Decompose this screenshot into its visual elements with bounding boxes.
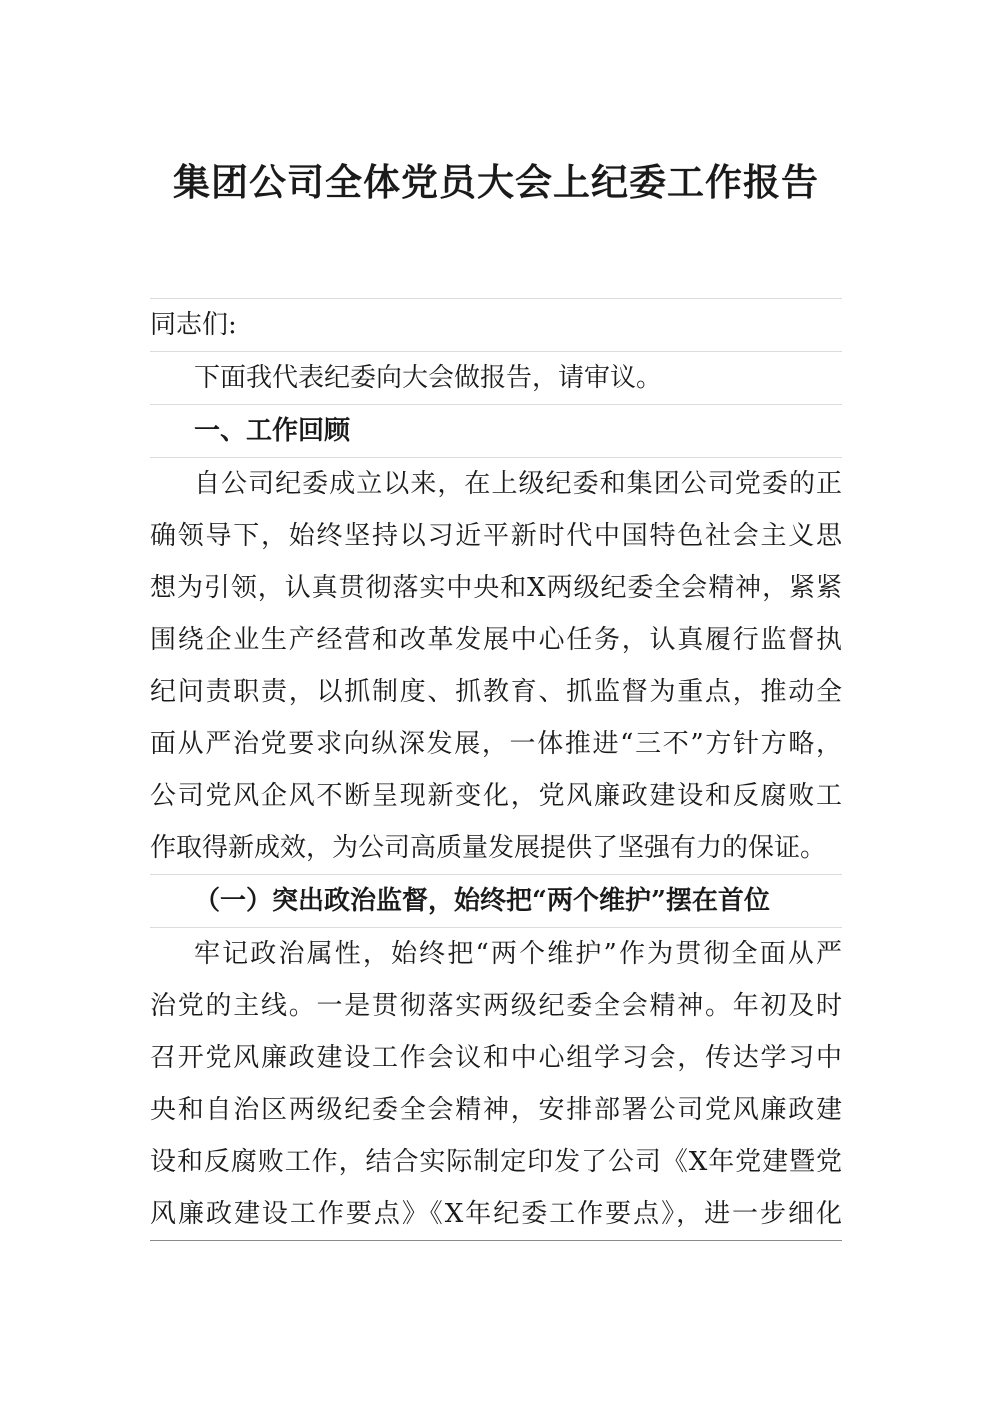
paragraph-line: 牢记政治属性，始终把“两个维护”作为贯彻全面从严: [194, 939, 842, 969]
intro-line: 下面我代表纪委向大会做报告，请审议。: [194, 363, 663, 393]
paragraph-line: 围绕企业生产经营和改革发展中心任务，认真履行监督执: [150, 625, 842, 655]
paragraph-line: 想为引领，认真贯彻落实中央和X两级纪委全会精神，紧紧: [150, 573, 842, 603]
paragraph-line: 召开党风廉政建设工作会议和中心组学习会，传达学习中: [150, 1043, 842, 1073]
section-heading: 一、工作回顾: [194, 416, 351, 446]
paragraph-line: 作取得新成效，为公司高质量发展提供了坚强有力的保证。: [150, 833, 827, 863]
subsection-heading: （一）突出政治监督，始终把“两个维护”摆在首位: [194, 886, 770, 916]
paragraph-line: 纪问责职责，以抓制度、抓教育、抓监督为重点，推动全: [150, 677, 842, 707]
document-title: 集团公司全体党员大会上纪委工作报告: [173, 160, 819, 204]
paragraph-line: 风廉政建设工作要点》《X年纪委工作要点》，进一步细化: [150, 1199, 842, 1229]
paragraph-line: 确领导下，始终坚持以习近平新时代中国特色社会主义思: [150, 521, 842, 551]
paragraph-line: 治党的主线。一是贯彻落实两级纪委全会精神。年初及时: [150, 991, 842, 1021]
page-bottom-rule: [150, 1240, 842, 1241]
paragraph-review: [150, 458, 842, 874]
paragraph-line: 面从严治党要求向纵深发展，一体推进“三不”方针方略，: [150, 729, 842, 759]
paragraph-political-supervision: [150, 928, 842, 1240]
paragraph-line: 公司党风企风不断呈现新变化，党风廉政建设和反腐败工: [150, 781, 842, 811]
paragraph-line: 自公司纪委成立以来，在上级纪委和集团公司党委的正: [194, 469, 842, 499]
paragraph-line: 央和自治区两级纪委全会精神，安排部署公司党风廉政建: [150, 1095, 842, 1125]
paragraph-line: 设和反腐败工作，结合实际制定印发了公司《X年党建暨党: [150, 1147, 842, 1177]
salutation: 同志们:: [150, 310, 237, 340]
document-body: [150, 298, 842, 1241]
